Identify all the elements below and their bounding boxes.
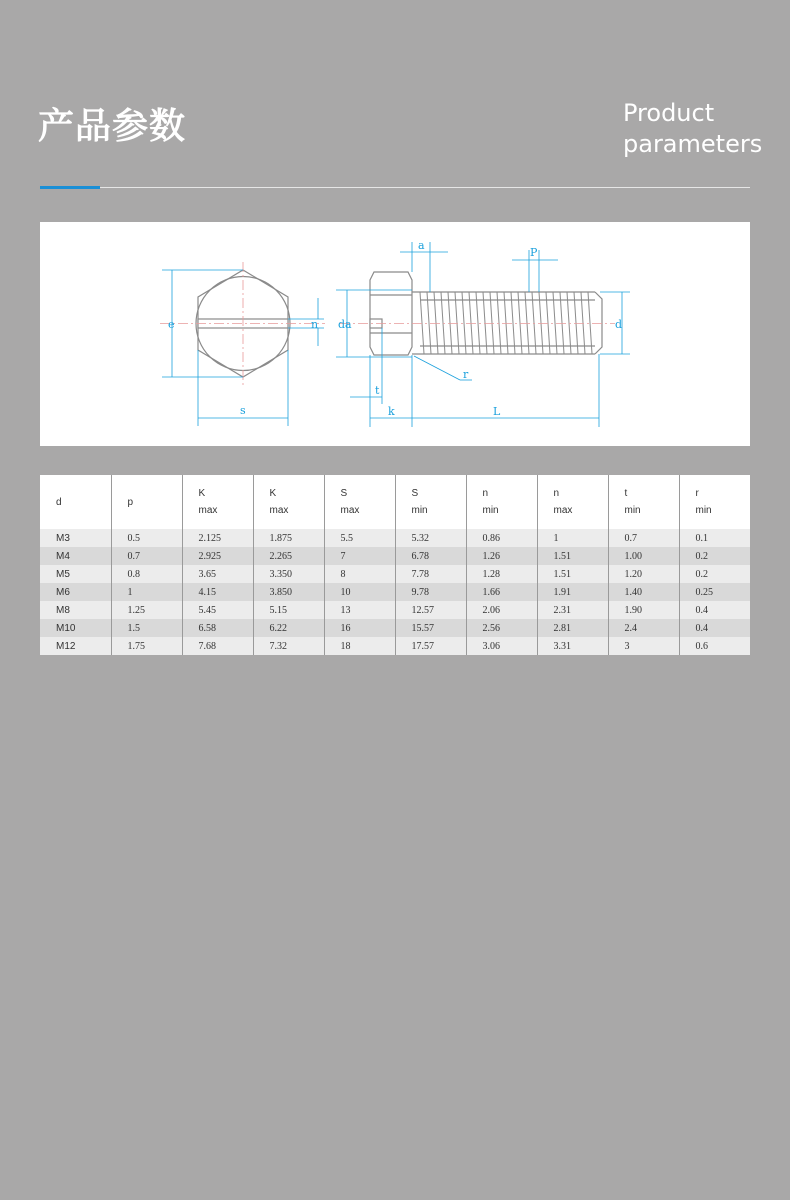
table-cell: 0.86 (466, 529, 537, 547)
table-header-cell (537, 475, 608, 529)
header-sublabel: max (553, 505, 573, 516)
thread-line (462, 292, 466, 354)
table-row (40, 583, 750, 601)
thread-line (567, 292, 571, 354)
label-d: d (615, 318, 623, 331)
header-label: K (198, 488, 206, 499)
label-P: P (530, 246, 538, 259)
table-cell: 10 (324, 583, 395, 601)
table-cell: 1.75 (111, 637, 182, 655)
table-cell: 7.32 (253, 637, 324, 655)
table-cell: M3 (40, 529, 111, 547)
thread-line (427, 292, 431, 354)
thread-line (441, 292, 445, 354)
dim-n (288, 298, 324, 346)
table-header-row (40, 475, 750, 529)
thread-line (553, 292, 557, 354)
thread-line (525, 292, 529, 354)
table-header-cell (253, 475, 324, 529)
table-header-cell (182, 475, 253, 529)
thread-line (532, 292, 536, 354)
table-cell: 3 (608, 637, 679, 655)
screw-technical-drawing (40, 222, 750, 446)
table-cell: 0.2 (679, 547, 750, 565)
table-cell: 7.78 (395, 565, 466, 583)
header-label: d (56, 496, 62, 508)
table-cell: 2.06 (466, 601, 537, 619)
parameters-table (40, 475, 750, 655)
table-header-cell (466, 475, 537, 529)
label-e: e (168, 318, 175, 331)
header-sublabel: max (269, 505, 289, 516)
table-cell: 0.8 (111, 565, 182, 583)
screw-tip (595, 292, 602, 354)
label-da: da (338, 318, 352, 331)
table-cell: 13 (324, 601, 395, 619)
page-title-cn: 产品参数 (38, 106, 187, 147)
table-cell: 1.51 (537, 547, 608, 565)
table-cell: 8 (324, 565, 395, 583)
table-cell: M6 (40, 583, 111, 601)
table-cell: 2.4 (608, 619, 679, 637)
page-title-en-line2: parameters (623, 130, 763, 158)
label-a: a (418, 239, 425, 252)
thread-line (434, 292, 438, 354)
header-sublabel: min (695, 505, 712, 516)
header-sublabel: min (411, 505, 428, 516)
label-n: n (311, 318, 319, 331)
header-label: r (695, 488, 699, 499)
table-cell: M12 (40, 637, 111, 655)
header-sublabel: min (624, 505, 641, 516)
table-cell: 0.7 (608, 529, 679, 547)
label-r: r (463, 368, 469, 381)
table-header-cell (111, 475, 182, 529)
table-row (40, 619, 750, 637)
header-label: S (340, 488, 348, 499)
header-sublabel: min (482, 505, 499, 516)
table-row (40, 637, 750, 655)
label-s: s (240, 404, 246, 417)
table-cell: 0.7 (111, 547, 182, 565)
table-cell: 2.81 (537, 619, 608, 637)
table-row (40, 529, 750, 547)
thread-line (504, 292, 508, 354)
screw-threads (420, 292, 592, 354)
table-cell: 1.00 (608, 547, 679, 565)
thread-line (560, 292, 564, 354)
table-cell: 6.78 (395, 547, 466, 565)
table-cell: M8 (40, 601, 111, 619)
thread-line (539, 292, 543, 354)
header-label: S (411, 488, 419, 499)
label-k: k (388, 405, 395, 418)
table-cell: 7.68 (182, 637, 253, 655)
thread-line (518, 292, 522, 354)
table-cell: M4 (40, 547, 111, 565)
thread-line (483, 292, 487, 354)
table-cell: 2.265 (253, 547, 324, 565)
table-cell: 2.925 (182, 547, 253, 565)
table-cell: 0.4 (679, 619, 750, 637)
screw-head (370, 272, 412, 355)
table-row (40, 601, 750, 619)
header-label: p (127, 496, 134, 508)
table-cell: 1.28 (466, 565, 537, 583)
table-cell: 15.57 (395, 619, 466, 637)
table-cell: 2.56 (466, 619, 537, 637)
thread-line (476, 292, 480, 354)
table-cell: 1.875 (253, 529, 324, 547)
thread-line (448, 292, 452, 354)
header-sublabel: max (340, 505, 360, 516)
thread-line (490, 292, 494, 354)
table-cell: 6.22 (253, 619, 324, 637)
table-cell: 5.15 (253, 601, 324, 619)
parameters-table-container (40, 475, 750, 655)
thread-line (574, 292, 578, 354)
thread-line (455, 292, 459, 354)
table-cell: 2.31 (537, 601, 608, 619)
label-L: L (493, 405, 501, 418)
table-cell: 12.57 (395, 601, 466, 619)
table-cell: 2.125 (182, 529, 253, 547)
header-divider-accent (40, 186, 100, 189)
page-title-en (623, 98, 762, 160)
screw-diagram-card (40, 222, 750, 446)
table-cell: 0.4 (679, 601, 750, 619)
table-header-cell (395, 475, 466, 529)
table-cell: 3.350 (253, 565, 324, 583)
table-cell: 1 (111, 583, 182, 601)
page-title-en-line1: Product (623, 99, 715, 127)
thread-line (588, 292, 592, 354)
table-header-cell (40, 475, 111, 529)
table-cell: 5.45 (182, 601, 253, 619)
table-header-cell (324, 475, 395, 529)
table-cell: 17.57 (395, 637, 466, 655)
table-cell: 18 (324, 637, 395, 655)
table-cell: 9.78 (395, 583, 466, 601)
header-divider (40, 187, 750, 188)
table-cell: 3.850 (253, 583, 324, 601)
table-body (40, 529, 750, 655)
table-cell: 1.26 (466, 547, 537, 565)
table-row (40, 547, 750, 565)
thread-line (469, 292, 473, 354)
label-t: t (375, 384, 380, 397)
table-cell: 0.6 (679, 637, 750, 655)
thread-line (511, 292, 515, 354)
table-cell: 0.25 (679, 583, 750, 601)
header-sublabel: max (198, 505, 218, 516)
table-cell: 1.66 (466, 583, 537, 601)
table-cell: 6.58 (182, 619, 253, 637)
table-cell: 1.51 (537, 565, 608, 583)
table-cell: 5.32 (395, 529, 466, 547)
table-row (40, 565, 750, 583)
header-label: t (624, 488, 628, 499)
table-cell: 0.2 (679, 565, 750, 583)
table-header-cell (679, 475, 750, 529)
table-cell: M5 (40, 565, 111, 583)
table-cell: 1.91 (537, 583, 608, 601)
table-cell: 16 (324, 619, 395, 637)
table-cell: 3.06 (466, 637, 537, 655)
table-cell: 7 (324, 547, 395, 565)
table-cell: 3.31 (537, 637, 608, 655)
table-cell: 4.15 (182, 583, 253, 601)
table-cell: 5.5 (324, 529, 395, 547)
thread-line (420, 292, 424, 354)
table-cell: M10 (40, 619, 111, 637)
thread-line (581, 292, 585, 354)
thread-line (497, 292, 501, 354)
thread-line (546, 292, 550, 354)
header-label: n (482, 488, 489, 499)
header-label: n (553, 488, 560, 499)
table-cell: 0.1 (679, 529, 750, 547)
header-label: K (269, 488, 277, 499)
table-cell: 3.65 (182, 565, 253, 583)
table-cell: 1 (537, 529, 608, 547)
table-cell: 0.5 (111, 529, 182, 547)
table-cell: 1.20 (608, 565, 679, 583)
table-header-cell (608, 475, 679, 529)
table-cell: 1.25 (111, 601, 182, 619)
table-cell: 1.90 (608, 601, 679, 619)
table-cell: 1.40 (608, 583, 679, 601)
table-cell: 1.5 (111, 619, 182, 637)
